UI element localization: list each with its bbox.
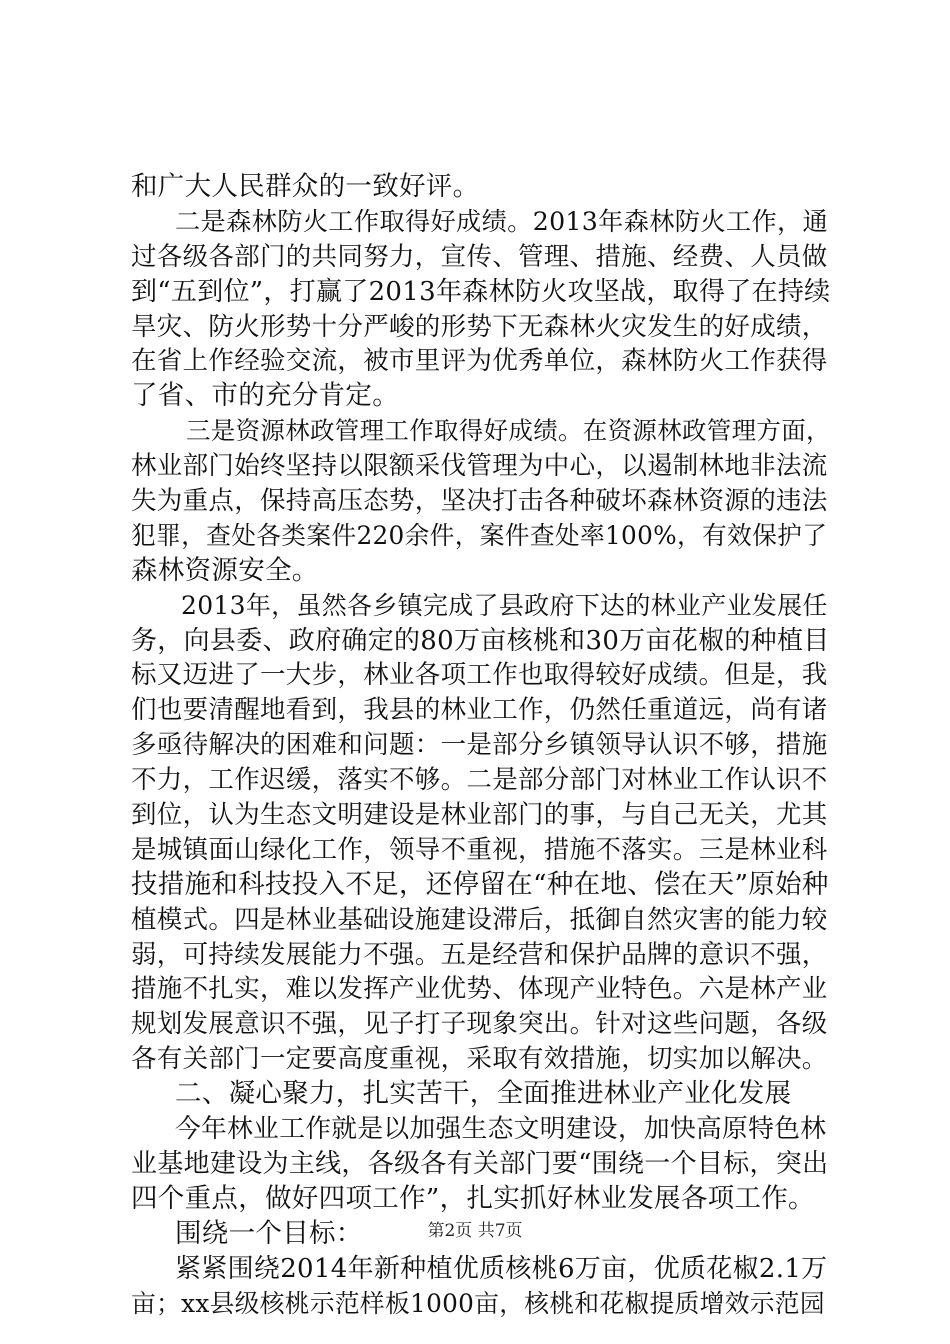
text-line: 森林资源安全。 (131, 554, 319, 586)
text-line: 四个重点，做好四项工作”，扎实抓好林业发展各项工作。 (131, 1182, 815, 1214)
text-line: 技措施和科技投入不足，还停留在“种在地、偿在天”原始种 (131, 868, 829, 900)
text-line: 到位，认为生态文明建设是林业部门的事，与自己无关，尤其 (131, 800, 828, 831)
text-line: 措施不扎实，难以发挥产业优势、体现产业特色。六是林产业 (131, 974, 828, 1005)
text-line: 是城镇面山绿化工作，领导不重视，措施不落实。三是林业科 (131, 834, 828, 865)
text-line: 标又迈进了一大步，林业各项工作也取得较好成绩。但是，我 (131, 660, 828, 691)
text-line: 和广大人民群众的一致好评。 (131, 171, 480, 202)
text-line: 规划发展意识不强，见子打子现象突出。针对这些问题，各级 (131, 1009, 828, 1040)
text-line: 各有关部门一定要高度重视，采取有效措施，切实加以解决。 (131, 1044, 828, 1075)
text-line: 植模式。四是林业基础设施建设滞后，抵御自然灾害的能力较 (131, 904, 828, 935)
text-line: 到“五到位”，打赢了2013年森林防火攻坚战，取得了在持续 (131, 276, 831, 307)
text-line: 紧紧围绕2014年新种植优质核桃6万亩，优质花椒2.1万 (175, 1253, 828, 1284)
text-line: 在省上作经验交流，被市里评为优秀单位，森林防火工作获得 (131, 346, 828, 377)
text-line: 犯罪，查处各类案件220余件，案件查处率100%，有效保护了 (131, 520, 828, 550)
page-number: 第2页 共7页 (427, 1221, 523, 1241)
text-line: 2013年，虽然各乡镇完成了县政府下达的林业产业发展任 (181, 590, 828, 620)
document-body (131, 170, 831, 1321)
text-line: 务，向县委、政府确定的80万亩核桃和30万亩花椒的种植目 (131, 625, 830, 656)
text-line: 业基地建设为主线，各级各有关部门要“围绕一个目标，突出 (131, 1148, 829, 1179)
text-line: 二、凝心聚力，扎实苦干，全面推进林业产业化发展 (175, 1078, 792, 1110)
text-line: 过各级各部门的共同努力，宣传、管理、措施、经费、人员做 (131, 241, 828, 272)
text-line: 旱灾、防火形势十分严峻的形势下无森林火灾发生的好成绩， (131, 311, 828, 342)
text-line: 了省、市的充分肯定。 (131, 380, 399, 412)
text-line: 不力，工作迟缓，落实不够。二是部分部门对林业工作认识不 (131, 765, 828, 796)
text-line: 林业部门始终坚持以限额采伐管理为中心，以遏制林地非法流 (131, 451, 828, 482)
page-footer (0, 1216, 950, 1241)
text-line: 失为重点，保持高压态势，坚决打击各种破坏森林资源的违法 (131, 486, 828, 517)
text-line: 三是资源林政管理工作取得好成绩。在资源林政管理方面， (186, 416, 831, 446)
text-line: 二是森林防火工作取得好成绩。2013年森林防火工作，通 (175, 206, 829, 236)
text-line: 们也要清醒地看到，我县的林业工作，仍然任重道远，尚有诸 (131, 695, 828, 726)
text-line: 围绕一个目标： (175, 1217, 363, 1249)
text-line: 今年林业工作就是以加强生态文明建设，加快高原特色林 (175, 1114, 827, 1145)
text-line: 亩；xx县级核桃示范样板1000亩，核桃和花椒提质增效示范园 (131, 1288, 825, 1318)
text-line: 弱，可持续发展能力不强。五是经营和保护品牌的意识不强， (131, 939, 828, 970)
text-line: 多亟待解决的困难和问题：一是部分乡镇领导认识不够，措施 (131, 730, 828, 761)
